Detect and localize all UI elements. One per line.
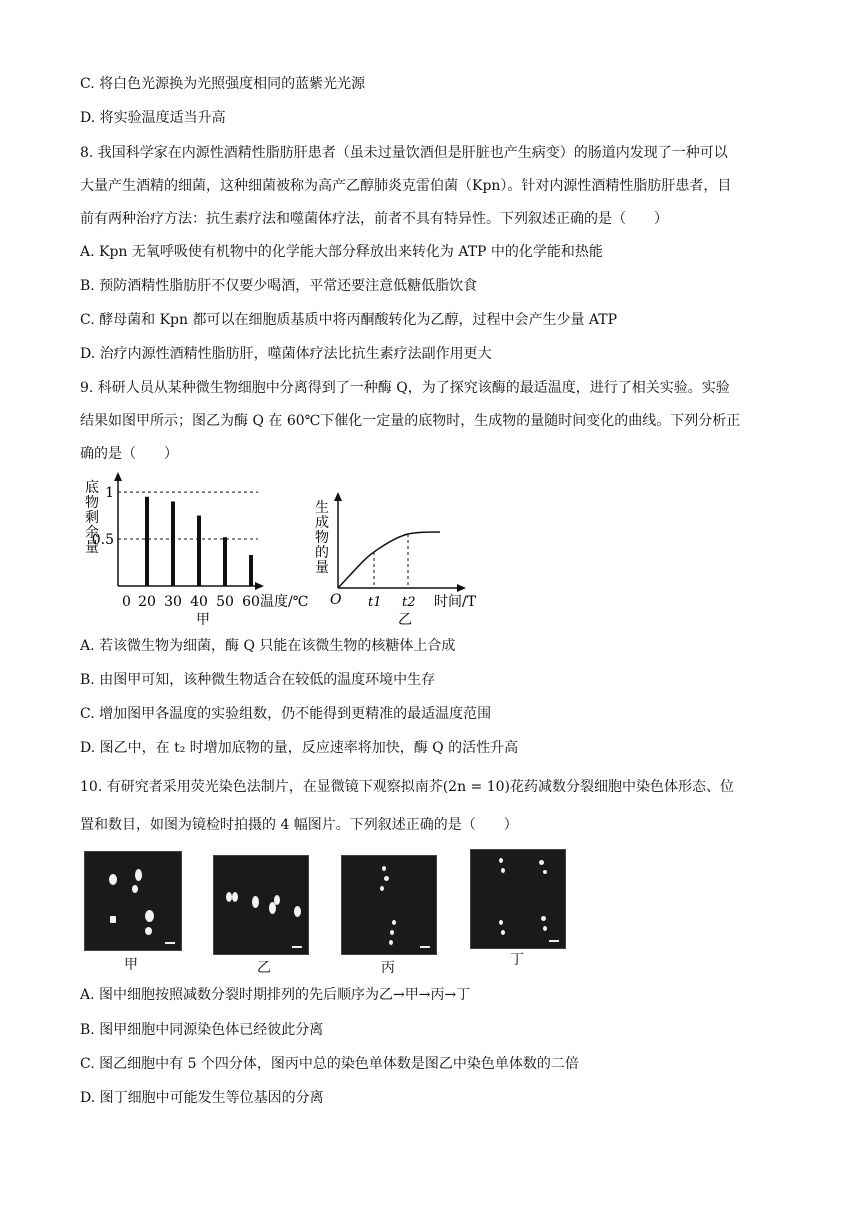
option-10a: A. 图中细胞按照减数分裂时期排列的先后顺序为乙→甲→丙→丁 — [80, 987, 471, 1003]
micrograph-jia — [84, 851, 182, 951]
option-10b: B. 图甲细胞中同源染色体已经彼此分离 — [80, 1022, 324, 1038]
chart-jia-bar — [249, 555, 253, 586]
question-9-stem-2: 结果如图甲所示；图乙为酶 Q 在 60℃下催化一定量的底物时，生成物的量随时间变化的曲线。下列分析正 — [80, 413, 741, 429]
chart-jia-xtick: 40 — [190, 594, 208, 610]
chart-jia-bar — [223, 537, 227, 586]
chart-yi-tick-t2: t2 — [402, 595, 416, 610]
option-9b: B. 由图甲可知，该种微生物适合在较低的温度环境中生存 — [80, 672, 436, 688]
chart-yi-x-arrow — [457, 584, 466, 592]
micrograph-ding-caption: 丁 — [510, 952, 524, 968]
option-8c: C. 酵母菌和 Kpn 都可以在细胞质基质中将丙酮酸转化为乙醇，过程中会产生少量 ATP — [80, 312, 618, 328]
chart-yi-ylabel-char: 量 — [315, 560, 329, 576]
option-8d: D. 治疗内源性酒精性脂肪肝，噬菌体疗法比抗生素疗法副作用更大 — [80, 346, 492, 362]
question-9-stem-3: 确的是（ ） — [80, 446, 178, 462]
chart-jia — [78, 468, 323, 630]
chart-jia-xtick: 20 — [138, 594, 156, 610]
chart-jia-ylabel-char: 余 — [85, 525, 99, 541]
chart-jia-ylabel-char: 剩 — [85, 510, 99, 526]
chart-yi-tick-t1: t1 — [368, 595, 382, 610]
chart-jia-bar — [145, 497, 149, 586]
micrograph-yi-caption: 乙 — [257, 960, 271, 976]
question-10-stem-1: 10. 有研究者采用荧光染色法制片，在显微镜下观察拟南芥(2n = 10)花药减数分裂细胞中染色体形态、位 — [80, 779, 735, 795]
chart-yi-origin: O — [330, 592, 342, 608]
chart-yi-ylabel-char: 物 — [315, 530, 329, 546]
question-8-stem-3: 前有两种治疗方法：抗生素疗法和噬菌体疗法，前者不具有特异性。下列叙述正确的是（ ） — [80, 211, 668, 227]
micrograph-yi — [213, 855, 309, 955]
chart-yi-curve — [338, 532, 440, 588]
chart-jia-bar — [171, 501, 175, 586]
question-9-stem-1: 9. 科研人员从某种微生物细胞中分离得到了一种酶 Q，为了探究该酶的最适温度，进行了相关实验。实验 — [80, 380, 730, 396]
chart-jia-origin: 0 — [122, 594, 131, 610]
micrograph-bing — [341, 855, 437, 955]
option-10d: D. 图丁细胞中可能发生等位基因的分离 — [80, 1090, 324, 1106]
chart-jia-xtick: 30 — [164, 594, 182, 610]
chart-jia-ytick: 1 — [105, 485, 114, 502]
chart-yi-ylabel-char: 的 — [315, 545, 329, 561]
option-7d: D. 将实验温度适当升高 — [80, 110, 226, 126]
chart-yi-xlabel: 时间/T — [434, 594, 477, 610]
chart-yi-ylabel-char: 成 — [315, 515, 329, 531]
chart-yi-y-arrow — [334, 492, 342, 501]
option-9c: C. 增加图甲各温度的实验组数，仍不能得到更精准的最适温度范围 — [80, 706, 492, 722]
micrograph-ding — [470, 849, 566, 949]
chart-yi — [310, 490, 490, 630]
chart-jia-ylabel-char: 量 — [85, 540, 99, 556]
option-9d: D. 图乙中，在 t₂ 时增加底物的量，反应速率将加快，酶 Q 的活性升高 — [80, 740, 519, 756]
chart-jia-ylabel-char: 底 — [85, 480, 99, 496]
micrograph-jia-caption: 甲 — [124, 957, 138, 973]
chart-yi-caption: 乙 — [398, 612, 412, 628]
option-8b: B. 预防酒精性脂肪肝不仅要少喝酒，平常还要注意低糖低脂饮食 — [80, 278, 478, 294]
chart-jia-xtick: 60 — [242, 594, 260, 610]
question-10-stem-2: 置和数目，如图为镜检时拍摄的 4 幅图片。下列叙述正确的是（ ） — [80, 817, 518, 833]
chart-jia-ylabel-char: 物 — [85, 495, 99, 511]
option-7c: C. 将白色光源换为光照强度相同的蓝紫光光源 — [80, 76, 366, 92]
chart-jia-xtick: 50 — [216, 594, 234, 610]
option-10c: C. 图乙细胞中有 5 个四分体，图丙中总的染色单体数是图乙中染色单体数的二倍 — [80, 1056, 579, 1072]
chart-jia-ytick: 0.5 — [91, 532, 114, 549]
chart-yi-ylabel-char: 生 — [315, 500, 329, 516]
option-8a: A. Kpn 无氧呼吸使有机物中的化学能大部分释放出来转化为 ATP 中的化学能和热能 — [80, 244, 603, 260]
chart-yi-ylabel — [315, 499, 329, 576]
question-8-stem-2: 大量产生酒精的细菌，这种细菌被称为高产乙醇肺炎克雷伯菌（Kpn）。针对内源性酒精性脂肪肝患者，目 — [80, 178, 732, 194]
chart-jia-x-arrow — [255, 582, 264, 590]
chart-jia-caption: 甲 — [196, 612, 210, 628]
chart-jia-xlabel: 温度/℃ — [260, 594, 309, 610]
micrograph-bing-caption: 丙 — [381, 960, 395, 976]
question-8-stem-1: 8. 我国科学家在内源性酒精性脂肪肝患者（虽未过量饮酒但是肝脏也产生病变）的肠道内发现了一种可以 — [80, 145, 728, 161]
option-9a: A. 若该微生物为细菌，酶 Q 只能在该微生物的核糖体上合成 — [80, 638, 456, 654]
chart-jia-bar — [197, 516, 201, 586]
chart-jia-y-arrow — [114, 472, 122, 481]
